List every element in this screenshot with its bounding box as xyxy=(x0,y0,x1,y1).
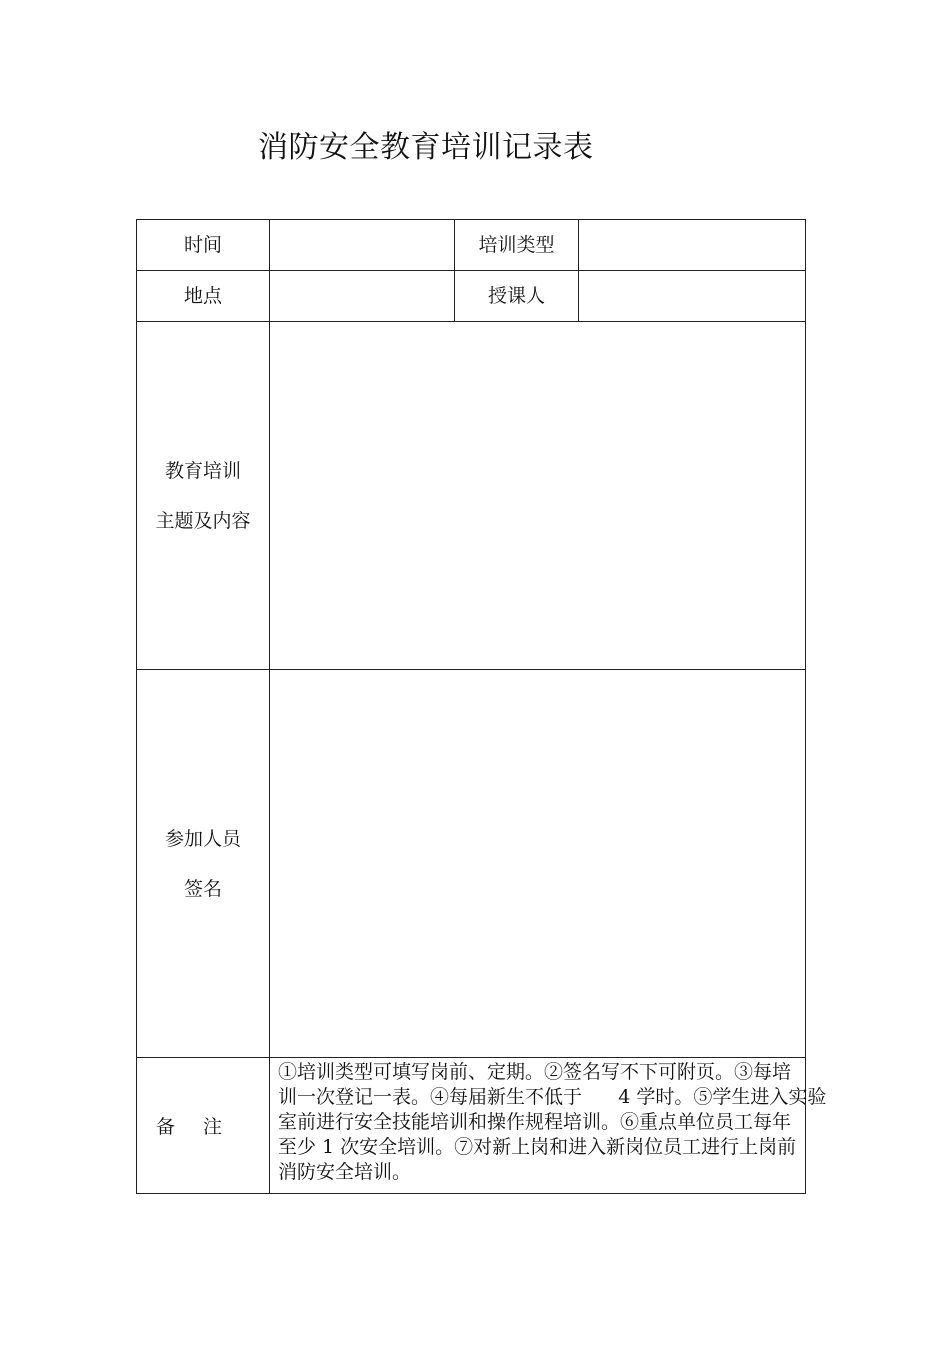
training-record-table xyxy=(136,219,827,1194)
topic-content-field[interactable] xyxy=(270,322,806,670)
row-notes xyxy=(137,1058,806,1194)
notes-line: 消防安全培训。 xyxy=(278,1161,412,1183)
instructor-label: 授课人 xyxy=(455,271,579,322)
time-field[interactable] xyxy=(270,220,455,271)
topic-label-line2: 主题及内容 xyxy=(155,509,251,532)
notes-line: ①培训类型可填写岗前、定期。②签名写不下可附页。③每培 xyxy=(278,1061,792,1083)
row-time-type xyxy=(137,220,806,271)
page-title: 消防安全教育培训记录表 xyxy=(258,130,594,165)
training-type-label: 培训类型 xyxy=(455,220,579,271)
row-topic xyxy=(137,322,806,670)
notes-line: 训一次登记一表。④每届新生不低于 4 学时。⑤学生进入实验 xyxy=(278,1086,827,1108)
notes-content xyxy=(270,1058,827,1194)
topic-label-line1: 教育培训 xyxy=(164,459,241,482)
row-signature xyxy=(137,670,806,1058)
location-label: 地点 xyxy=(137,271,270,322)
signature-field[interactable] xyxy=(270,670,806,1058)
notes-line: 室前进行安全技能培训和操作规程培训。⑥重点单位员工每年 xyxy=(278,1111,792,1133)
notes-line: 至少 1 次安全培训。⑦对新上岗和进入新岗位员工进行上岗前 xyxy=(278,1136,797,1158)
location-field[interactable] xyxy=(270,271,455,322)
signature-label-line2: 签名 xyxy=(183,877,222,900)
signature-label-line1: 参加人员 xyxy=(164,827,241,850)
instructor-field[interactable] xyxy=(579,271,806,322)
training-type-field[interactable] xyxy=(579,220,806,271)
time-label: 时间 xyxy=(137,220,270,271)
signature-label xyxy=(137,670,270,1058)
notes-label: 备注 xyxy=(137,1058,270,1194)
topic-label xyxy=(137,322,270,670)
row-location-instructor xyxy=(137,271,806,322)
